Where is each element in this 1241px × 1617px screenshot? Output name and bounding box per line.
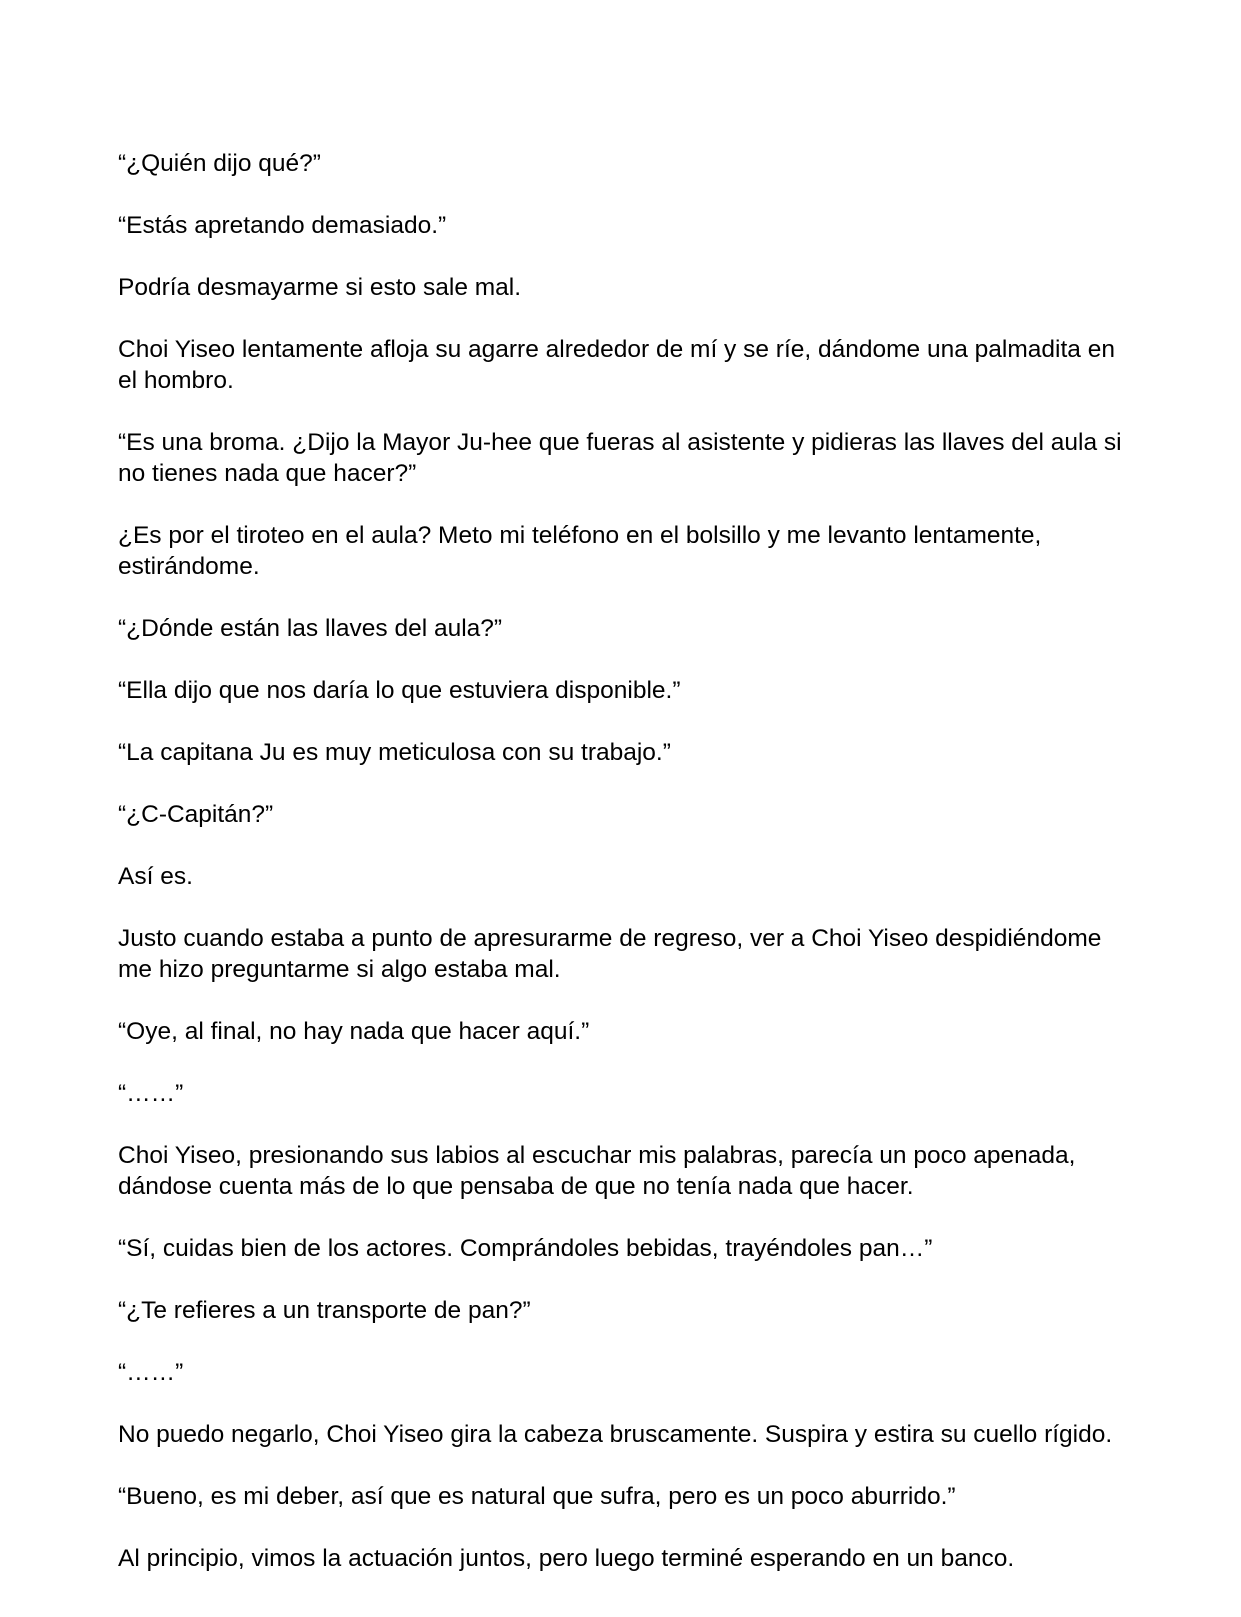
paragraph: “¿Te refieres a un transporte de pan?” <box>118 1297 531 1324</box>
paragraph: “Es una broma. ¿Dijo la Mayor Ju-hee que fueras al asistente y pidieras las llaves del aula si no tienes nada que hacer?” <box>118 429 1122 487</box>
document-body <box>118 148 1128 1605</box>
paragraph: ¿Es por el tiroteo en el aula? Meto mi teléfono en el bolsillo y me levanto lentamente, estirándome. <box>118 522 1042 580</box>
paragraph: “Ella dijo que nos daría lo que estuviera disponible.” <box>118 677 681 704</box>
paragraph: “¿Quién dijo qué?” <box>118 150 321 177</box>
paragraph: “¿C-Capitán?” <box>118 801 274 828</box>
paragraph: “Bueno, es mi deber, así que es natural que sufra, pero es un poco aburrido.” <box>118 1483 956 1510</box>
paragraph: “……” <box>118 1080 184 1107</box>
paragraph: “La capitana Ju es muy meticulosa con su trabajo.” <box>118 739 671 766</box>
paragraph: “……” <box>118 1359 184 1386</box>
paragraph: Podría desmayarme si esto sale mal. <box>118 274 522 301</box>
paragraph: “Oye, al final, no hay nada que hacer aquí.” <box>118 1018 590 1045</box>
paragraph: Justo cuando estaba a punto de apresurarme de regreso, ver a Choi Yiseo despidiéndome me hizo preguntarme si algo estaba mal. <box>118 925 1102 983</box>
paragraph: Choi Yiseo lentamente afloja su agarre alrededor de mí y se ríe, dándome una palmadita en el hombro. <box>118 336 1115 394</box>
paragraph: Al principio, vimos la actuación juntos, pero luego terminé esperando en un banco. <box>118 1545 1015 1572</box>
paragraph: “Sí, cuidas bien de los actores. Comprándoles bebidas, trayéndoles pan…” <box>118 1235 933 1262</box>
paragraph: Choi Yiseo, presionando sus labios al escuchar mis palabras, parecía un poco apenada, dándose cuenta más de lo que pensaba de que no tenía nada que hacer. <box>118 1142 1076 1200</box>
paragraph: Así es. <box>118 863 193 890</box>
paragraph: “¿Dónde están las llaves del aula?” <box>118 615 503 642</box>
paragraph: No puedo negarlo, Choi Yiseo gira la cabeza bruscamente. Suspira y estira su cuello rígido. <box>118 1421 1113 1448</box>
paragraph: “Estás apretando demasiado.” <box>118 212 447 239</box>
